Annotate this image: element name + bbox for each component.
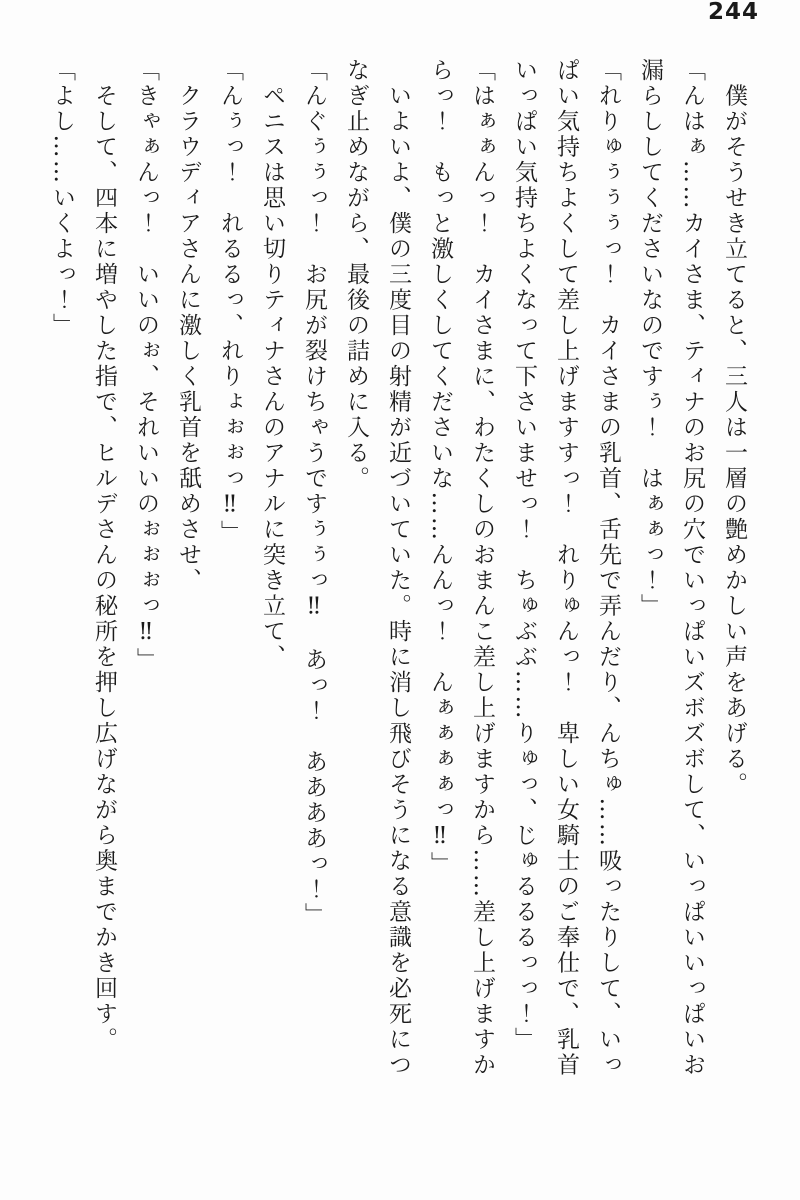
paragraph: 「んぅっ！ れるるっ、れりょぉぉっ‼」 [217, 58, 243, 546]
paragraph: 「よし……いくよっ！」 [49, 58, 75, 339]
paragraph: 僕がそうせき立てると、三人は一層の艶めかしい声をあげる。 [721, 58, 747, 798]
paragraph: 「はぁぁんっ！ カイさまに、わたくしのおまんこ差し上げますから……差し上げますからっ！ もっと激しくしてくださいな……んんっ！ んぁぁぁぁっ‼」 [427, 58, 495, 1078]
paragraph: そして、四本に増やした指で、ヒルデさんの秘所を押し広げながら奥までかき回す。 [91, 58, 117, 1053]
body-text [41, 58, 755, 1086]
page-number: 244 [708, 0, 760, 25]
paragraph: 「きゃぁんっ！ いいのぉ、それいいのぉぉぉっ‼」 [133, 58, 159, 673]
paragraph: 「れりゅぅぅぅっ！ カイさまの乳首、舌先で弄んだり、んちゅ……吸ったりして、いっぱい気持ちよくして差し上げますすっ！ れりゅんっ！ 卑しい女騎士のご奉仕で、乳首いっぱい気持ちよくなって下さいませっ！ ちゅぶぶ……りゅっ、じゅるるるっっ！」 [511, 58, 621, 1078]
paragraph: いよいよ、僕の三度目の射精が近づいていた。時に消し飛びそうになる意識を必死につなぎ止めながら、最後の詰めに入る。 [343, 58, 411, 1078]
paragraph: クラウディアさんに激しく乳首を舐めさせ、 [175, 58, 201, 594]
paragraph: 「んはぁ……カイさま、ティナのお尻の穴でいっぱいズボズボして、いっぱいいっぱいお漏らししてくださいなのですぅ！ はぁぁっ！」 [637, 58, 705, 1078]
paragraph: ペニスは思い切りティナさんのアナルに突き立て、 [259, 58, 285, 670]
paragraph: 「んぐぅぅっ！ お尻が裂けちゃうですぅぅっ‼ あっ！ ああああっ！」 [301, 58, 327, 928]
